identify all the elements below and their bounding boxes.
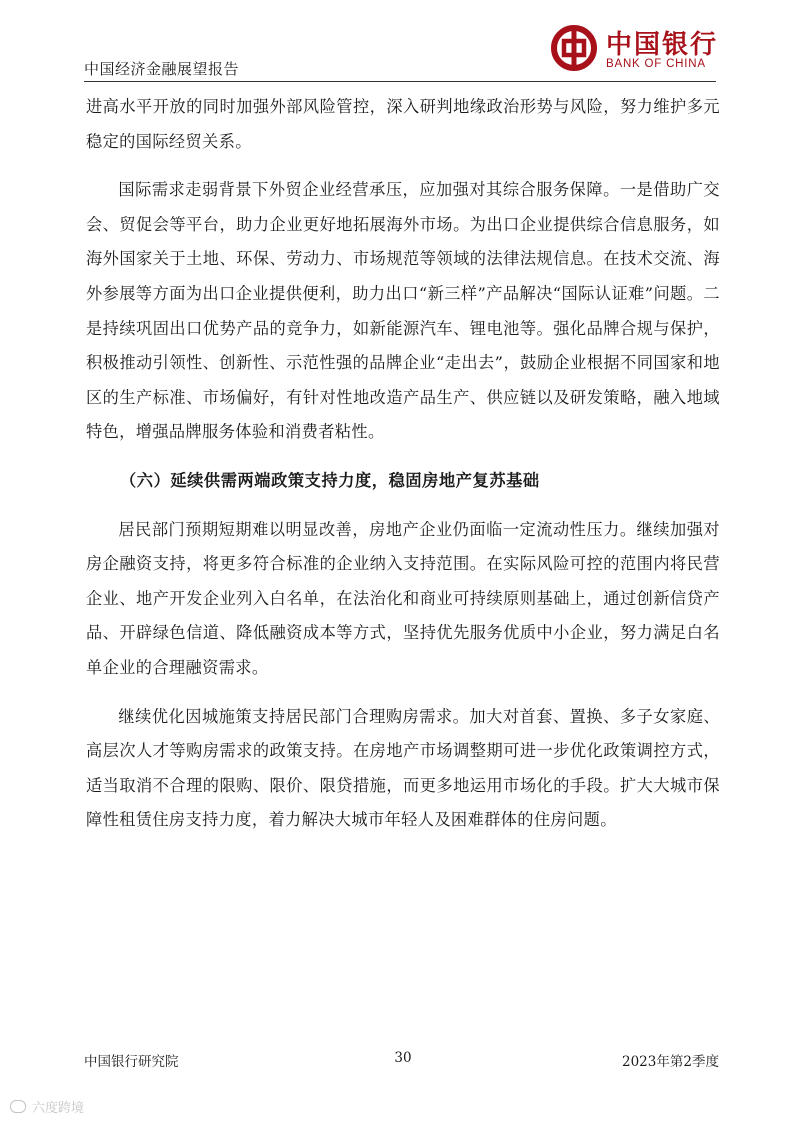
report-body [86,90,720,838]
report-title: 中国经济金融展望报告 [84,60,240,78]
watermark [10,1097,84,1116]
section-heading: （六）延续供需两端政策支持力度，稳固房地产复苏基础 [120,470,540,490]
watermark-text: 六度跨境 [32,1100,85,1115]
logo-name-en: BANK OF CHINA [606,58,706,70]
bank-of-china-emblem-icon [550,24,598,72]
watermark-logo-icon [10,1100,26,1113]
bank-of-china-logo [550,24,720,78]
paragraph: 居民部门预期短期难以明显改善，房地产企业仍面临一定流动性压力。继续加强对房企融资支持，将更多符合标准的企业纳入支持范围。在实际风险可控的范围内将民营企业、地产开发企业列入白名单，在法治化和商业可持续原则基础上，通过创新信贷产品、开辟绿色信道、降低融资成本等方式，坚持优先服务优质中小企业，努力满足白名单企业的合理融资需求。 [86,519,720,677]
page-number: 30 [394,1050,412,1066]
footer-period: 2023年第2季度 [622,1054,719,1070]
footer-institute: 中国银行研究院 [84,1054,179,1070]
logo-name-cn: 中国银行 [606,30,719,60]
paragraph: 进高水平开放的同时加强外部风险管控，深入研判地缘政治形势与风险，努力维护多元稳定的国际经贸关系。 [86,97,720,151]
paragraph: 国际需求走弱背景下外贸企业经营承压，应加强对其综合服务保障。一是借助广交会、贸促会等平台，助力企业更好地拓展海外市场。为出口企业提供综合信息服务，如海外国家关于土地、环保、劳动力、市场规范等领域的法律法规信息。在技术交流、海外参展等方面为出口企业提供便利，助力出口“新三样”产品解决“国际认证难”问题。二是持续巩固出口优势产品的竞争力，如新能源汽车、锂电池等。强化品牌合规与保护，积极推动引领性、创新性、示范性强的品牌企业“走出去”，鼓励企业根据不同国家和地区的生产标准、市场偏好，有针对性地改造产品生产、供应链以及研发策略，融入地域特色，增强品牌服务体验和消费者粘性。 [86,180,720,442]
header-divider [84,81,716,82]
paragraph: 继续优化因城施策支持居民部门合理购房需求。加大对首套、置换、多子女家庭、高层次人才等购房需求的政策支持。在房地产市场调整期可进一步优化政策调控方式，适当取消不合理的限购、限价、限贷措施，而更多地运用市场化的手段。扩大大城市保障性租赁住房支持力度，着力解决大城市年轻人及困难群体的住房问题。 [86,706,720,830]
